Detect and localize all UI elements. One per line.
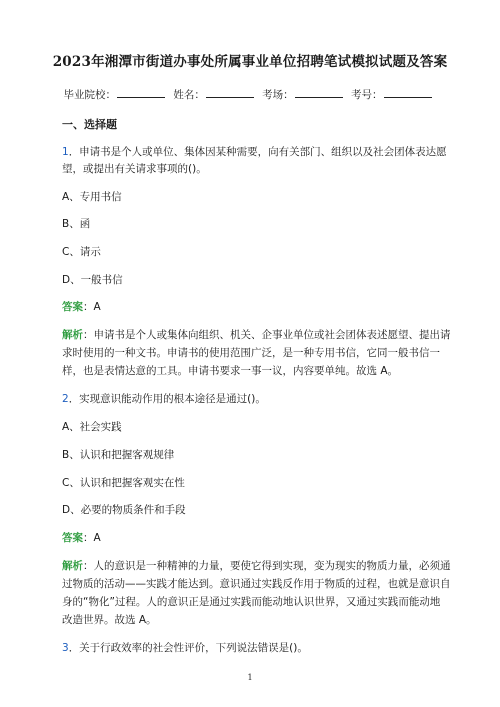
question-2-stem-line-1: 2．实现意识能动作用的根本途径是通过()。	[62, 393, 266, 405]
analysis-label: 解析	[62, 560, 83, 572]
question-2-analysis-line-4: 改造世界。故选 A。	[62, 614, 157, 626]
school-label: 毕业院校：	[63, 89, 116, 101]
number-label: 考号：	[351, 89, 383, 101]
page-title: 2023年湘潭市街道办事处所属事业单位招聘笔试模拟试题及答案	[52, 54, 448, 70]
question-1-option-c: C、请示	[62, 246, 101, 258]
question-1-analysis-line-1: 解析：申请书是个人或集体向组织、机关、企事业单位或社会团体表述愿望、提出请	[62, 329, 451, 341]
question-2-option-d: D、必要的物质条件和手段	[62, 504, 186, 516]
answer-value: ：A	[83, 532, 101, 544]
question-1-option-a: A、专用书信	[62, 191, 122, 203]
question-2-option-b: B、认识和把握客观规律	[62, 449, 175, 461]
room-blank	[295, 88, 343, 98]
answer-value: ：A	[83, 301, 101, 313]
question-1-option-b: B、函	[62, 218, 91, 230]
candidate-info-line	[0, 87, 500, 102]
question-1-answer	[62, 298, 452, 317]
room-label: 考场：	[262, 89, 294, 101]
answer-label: 答案	[62, 532, 83, 544]
answer-label: 答案	[62, 301, 83, 313]
question-2-analysis-line-1: 解析：人的意识是一种精神的力量，要使它得到实现，变为现实的物质力量，必须通	[62, 560, 451, 572]
analysis-label: 解析	[62, 329, 83, 341]
name-blank	[206, 88, 254, 98]
question-2-analysis-line-3: 身的“物化”过程。人的意识正是通过实践而能动地认识世界，又通过实践而能动地	[62, 596, 441, 608]
question-1-analysis-line-3: 样，也是表情达意的工具。申请书要求一事一议，内容要单纯。故选 A。	[62, 365, 399, 377]
section-heading: 一、选择题	[62, 118, 117, 131]
question-2-option-a: A、社会实践	[62, 421, 122, 433]
question-1-number: 1	[62, 146, 69, 158]
number-blank	[384, 88, 432, 98]
name-label: 姓名：	[173, 89, 205, 101]
school-blank	[117, 88, 165, 98]
page-number: 1	[247, 673, 253, 682]
question-1-stem-line-2: 望，或提出有关请求事项的()。	[62, 163, 207, 175]
question-2-number: 2	[62, 393, 69, 405]
question-2-option-c: C、认识和把握客观实在性	[62, 477, 185, 489]
question-1-option-d: D、一般书信	[62, 274, 123, 286]
question-3-stem-line-1: 3．关于行政效率的社会性评价，下列说法错误是()。	[62, 642, 308, 654]
question-1-stem-line-1: 1．申请书是个人或单位、集体因某种需要，向有关部门、组织以及社会团体表达愿	[62, 146, 447, 158]
question-3-number: 3	[62, 642, 69, 654]
question-1-analysis-line-2: 求时使用的一种文书。申请书的使用范围广泛，是一种专用书信，它同一般书信一	[62, 347, 440, 359]
question-2-analysis-line-2: 过物质的活动——实践才能达到。意识通过实践反作用于物质的过程，也就是意识自	[62, 578, 451, 590]
question-2-answer	[62, 529, 452, 548]
